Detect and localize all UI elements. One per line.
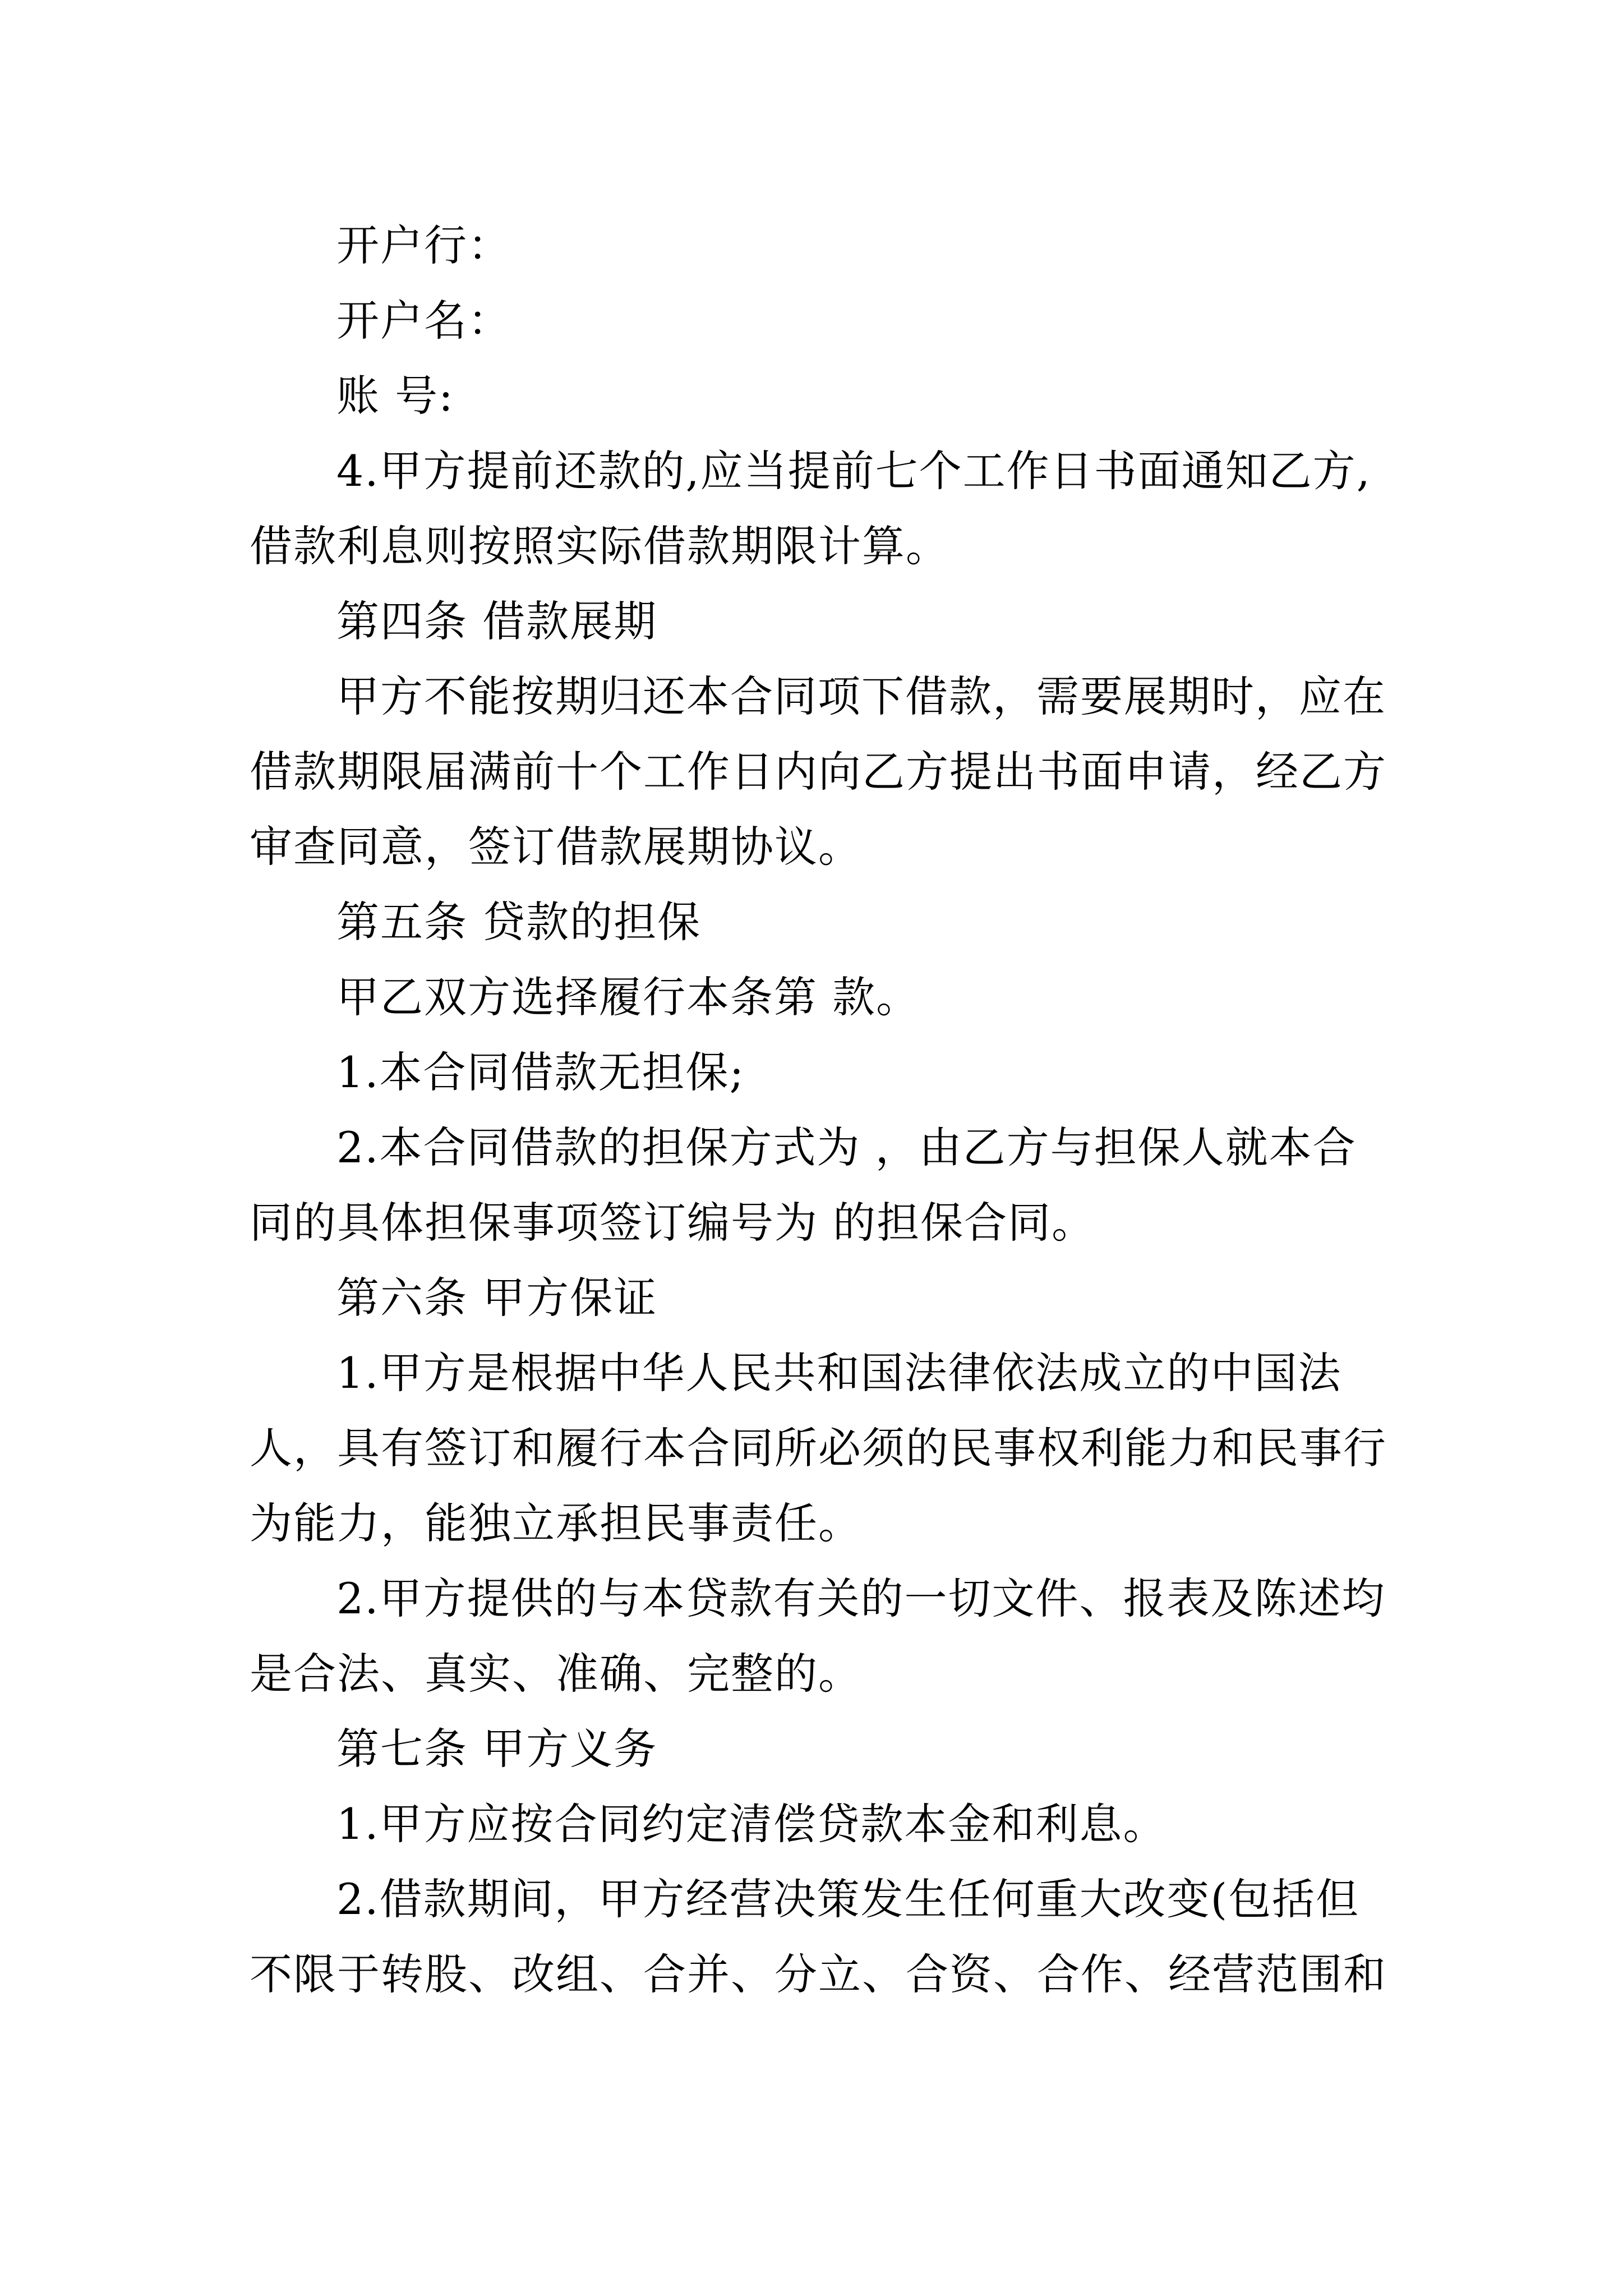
paragraph-line: 同的具体担保事项签订编号为 的担保合同。 [250,1198,1096,1248]
article-4-heading: 第四条 借款展期 [336,596,658,646]
article-7-heading: 第七条 甲方义务 [336,1724,658,1774]
paragraph-line: 借款利息则按照实际借款期限计算。 [250,521,949,571]
paragraph-line: 2.本合同借款的担保方式为 ，由乙方与担保人就本合 [336,1122,1357,1172]
paragraph-line: 为能力，能独立承担民事责任。 [250,1498,862,1548]
article-5-heading: 第五条 贷款的担保 [336,897,702,947]
paragraph-line: 人，具有签订和履行本合同所必须的民事权利能力和民事行 [250,1423,1387,1473]
paragraph-line: 1.甲方是根据中华人民共和国法律依法成立的中国法 [336,1348,1342,1398]
paragraph-line: 4.甲方提前还款的,应当提前七个工作日书面通知乙方, [336,446,1371,496]
paragraph-line: 甲乙双方选择履行本条第 款。 [336,972,920,1022]
bank-name-label: 开户行： [336,220,511,270]
paragraph-line: 1.本合同借款无担保; [336,1047,745,1097]
paragraph-line: 2.借款期间，甲方经营决策发生任何重大改变(包括但 [336,1874,1360,1924]
account-number-label: 账 号: [336,371,454,421]
paragraph-line: 甲方不能按期归还本合同项下借款，需要展期时，应在 [336,671,1386,721]
account-name-label: 开户名： [336,296,511,346]
paragraph-line: 借款期限届满前十个工作日内向乙方提出书面申请，经乙方 [250,747,1387,797]
article-6-heading: 第六条 甲方保证 [336,1273,658,1323]
paragraph-line: 1.甲方应按合同约定清偿贷款本金和利息。 [336,1799,1167,1849]
paragraph-line: 2.甲方提供的与本贷款有关的一切文件、报表及陈述均 [336,1573,1386,1623]
paragraph-line: 审查同意，签订借款展期协议。 [250,822,862,872]
paragraph-line: 是合法、真实、准确、完整的。 [250,1649,862,1699]
paragraph-line: 不限于转股、改组、合并、分立、合资、合作、经营范围和 [250,1949,1387,1999]
